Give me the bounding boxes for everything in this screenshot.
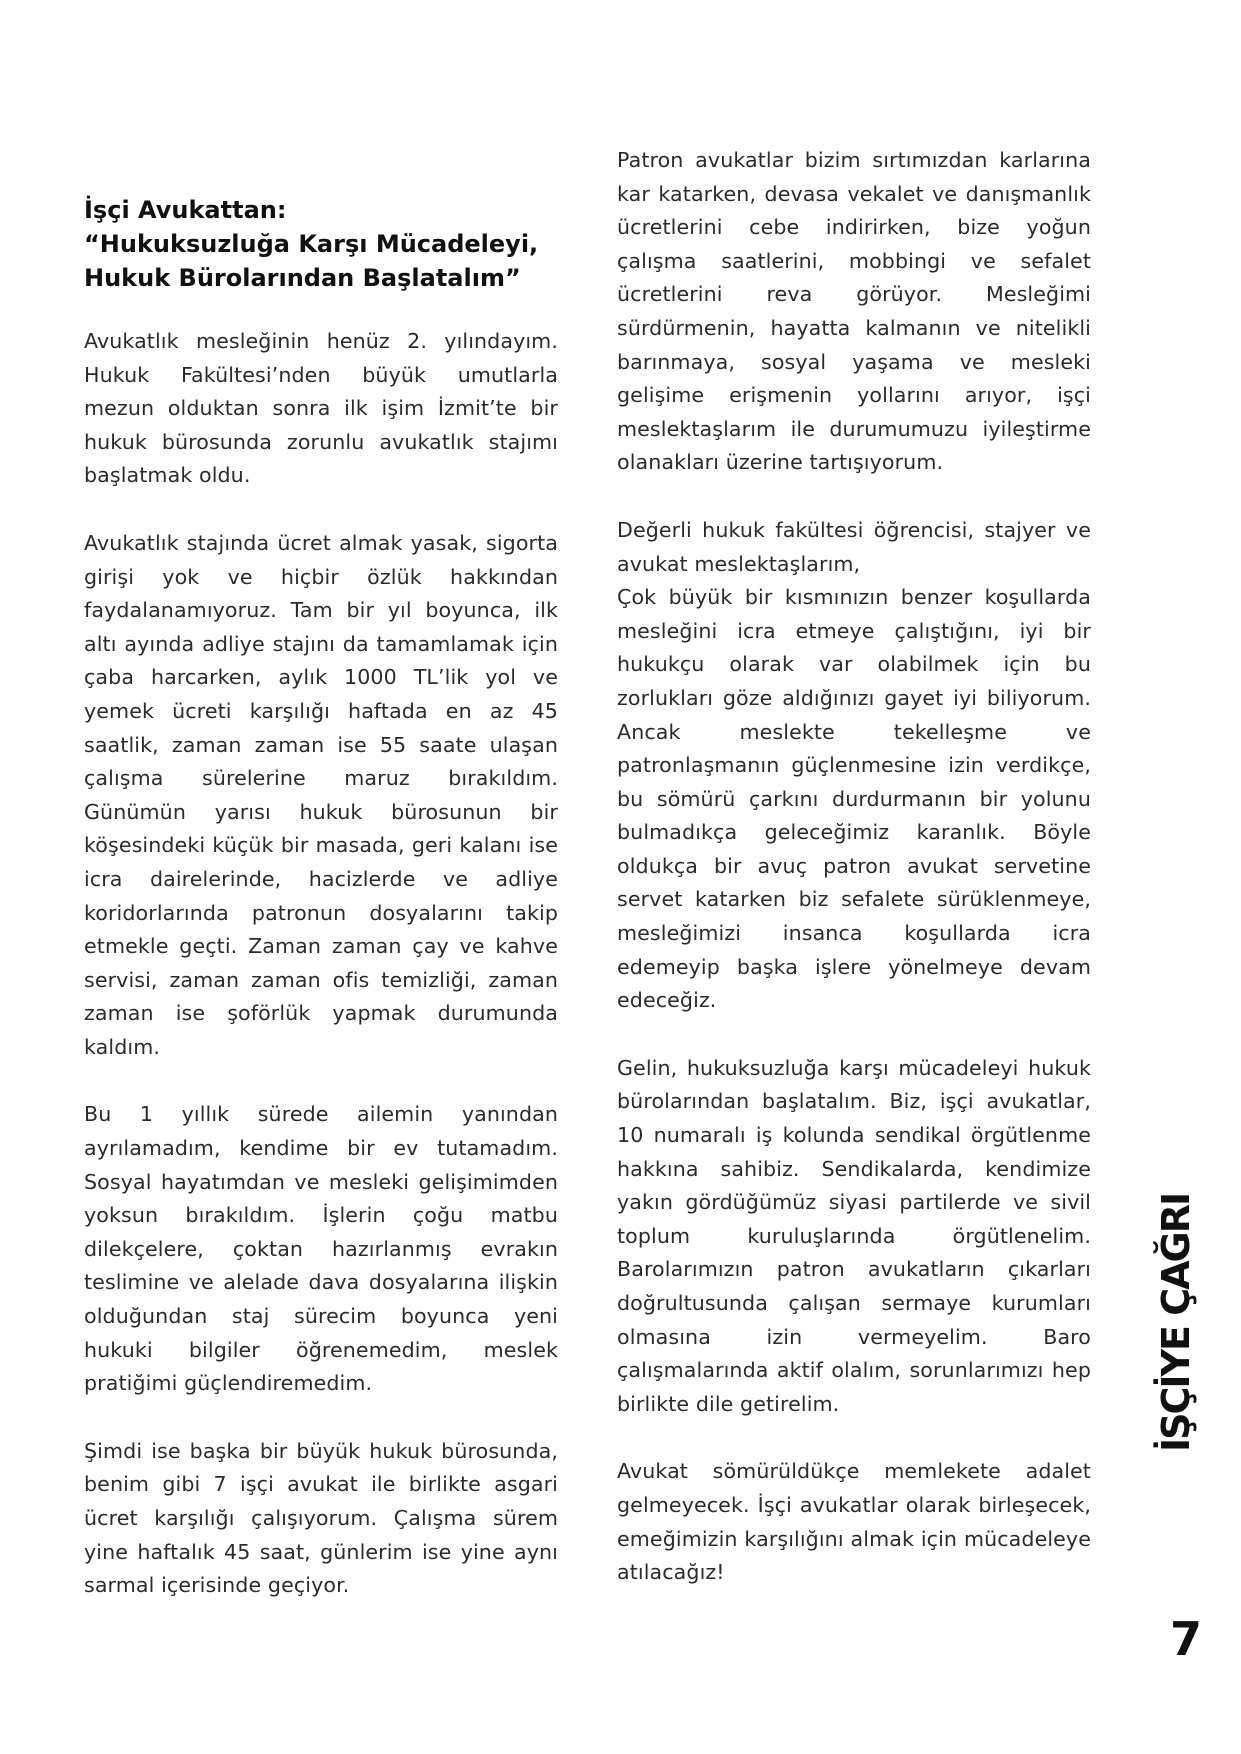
- right-column: [617, 144, 1091, 1624]
- left-column: [84, 193, 558, 1637]
- title-line: “Hukuksuzluğa Karşı Mücadeleyi,: [84, 230, 539, 258]
- title-line: Hukuk Bürolarından Başlatalım”: [84, 264, 521, 292]
- page-number: 7: [1170, 1612, 1203, 1666]
- publication-name: İŞÇİYE ÇAĞRI: [1154, 1193, 1198, 1452]
- paragraph: Avukatlık mesleğinin henüz 2. yılındayım. Hukuk Fakültesi’nden büyük umutlarla mezun olduktan sonra ilk işim İzmit’te bir hukuk bürosunda zorunlu avukatlık stajımı başlatmak oldu.: [84, 329, 558, 488]
- paragraph: Şimdi ise başka bir büyük hukuk bürosunda, benim gibi 7 işçi avukat ile birlikte asgari ücret karşılığı çalışıyorum. Çalışma sürem yine haftalık 45 saat, günlerim ise yine aynı sarmal içerisinde geçiyor.: [84, 1438, 558, 1598]
- paragraph: Bu 1 yıllık sürede ailemin yanından ayrılamadım, kendime bir ev tutamadım. Sosyal hayatımdan ve mesleki gelişimimden yoksun bırakıldım. İşlerin çoğu matbu dilekçelere, çoktan hazırlanmış evrakın teslimine ve alelade dava dosyalarına ilişkin olduğundan staj sürecim boyunca yeni hukuki bilgiler öğrenemedim, meslek pratiğimi güçlendiremedim.: [84, 1102, 558, 1396]
- title-line: İşçi Avukattan:: [84, 196, 287, 224]
- paragraph: Çok büyük bir kısmınızın benzer koşullarda mesleğini icra etmeye çalıştığını, iyi bir hukukçu olarak var olabilmek için bu zorlukları göze aldığınızı gayet iyi biliyorum. Ancak meslekte tekelleşme ve patronlaşmanın güçlenmesine izin verdikçe, bu sömürü çarkını durdurmanın bir yolunu bulmadıkça geleceğimiz karanlık. Böyle oldukça bir avuç patron avukat servetine servet katarken biz sefalete sürüklenmeye, mesleğimizi insanca koşullarda icra edemeyip başka işlere yönelmeye devam edeceğiz.: [617, 585, 1091, 1013]
- salutation: Değerli hukuk fakültesi öğrencisi, stajyer ve avukat meslektaşlarım,: [617, 517, 1091, 576]
- paragraph: Patron avukatlar bizim sırtımızdan karlarına kar katarken, devasa vekalet ve danışmanlık ücretlerini cebe indirirken, bize yoğun çalışma saatlerini, mobbingi ve sefalet ücretlerini reva görüyor. Mesleğimi sürdürmenin, hayatta kalmanın ve nitelikli barınmaya, sosyal yaşama ve mesleki gelişime erişmenin yollarını arıyor, işçi meslektaşlarım ile durumumuzu iyileştirme olanakları üzerine tartışıyorum.: [617, 148, 1091, 475]
- paragraph: Avukatlık stajında ücret almak yasak, sigorta girişi yok ve hiçbir özlük hakkından faydalanamıyoruz. Tam bir yıl boyunca, ilk altı ayında adliye stajını da tamamlamak için çaba harcarken, aylık 1000 TL’lik yol ve yemek ücreti karşılığı haftada en az 45 saatlik, zaman zaman ise 55 saate ulaşan çalışma sürelerine maruz bırakıldım. Günümün yarısı hukuk bürosunun bir köşesindeki küçük bir masada, geri kalanı ise icra dairelerinde, hacizlerde ve adliye koridorlarında patronun dosyalarını takip etmekle geçti. Zaman zaman çay ve kahve servisi, zaman zaman ofis temizliği, zaman zaman ise şoförlük yapmak durumunda kaldım.: [84, 530, 558, 1059]
- paragraph: Gelin, hukuksuzluğa karşı mücadeleyi hukuk bürolarından başlatalım. Biz, işçi avukatlar, 10 numaralı iş kolunda sendikal örgütlenme hakkına sahibiz. Sendikalarda, kendimize yakın gördüğümüz siyasi partilerde ve sivil toplum kuruluşlarında örgütlenelim. Barolarımızın patron avukatların çıkarları doğrultusunda çalışan sermaye kurumları olmasına izin vermeyelim. Baro çalışmalarında aktif olalım, sorunlarımızı hep birlikte dile getirelim.: [617, 1055, 1091, 1416]
- paragraph: Avukat sömürüldükçe memlekete adalet gelmeyecek. İşçi avukatlar olarak birleşecek, emeğimizin karşılığını almak için mücadeleye atılacağız!: [617, 1459, 1091, 1585]
- article-title: [84, 193, 558, 295]
